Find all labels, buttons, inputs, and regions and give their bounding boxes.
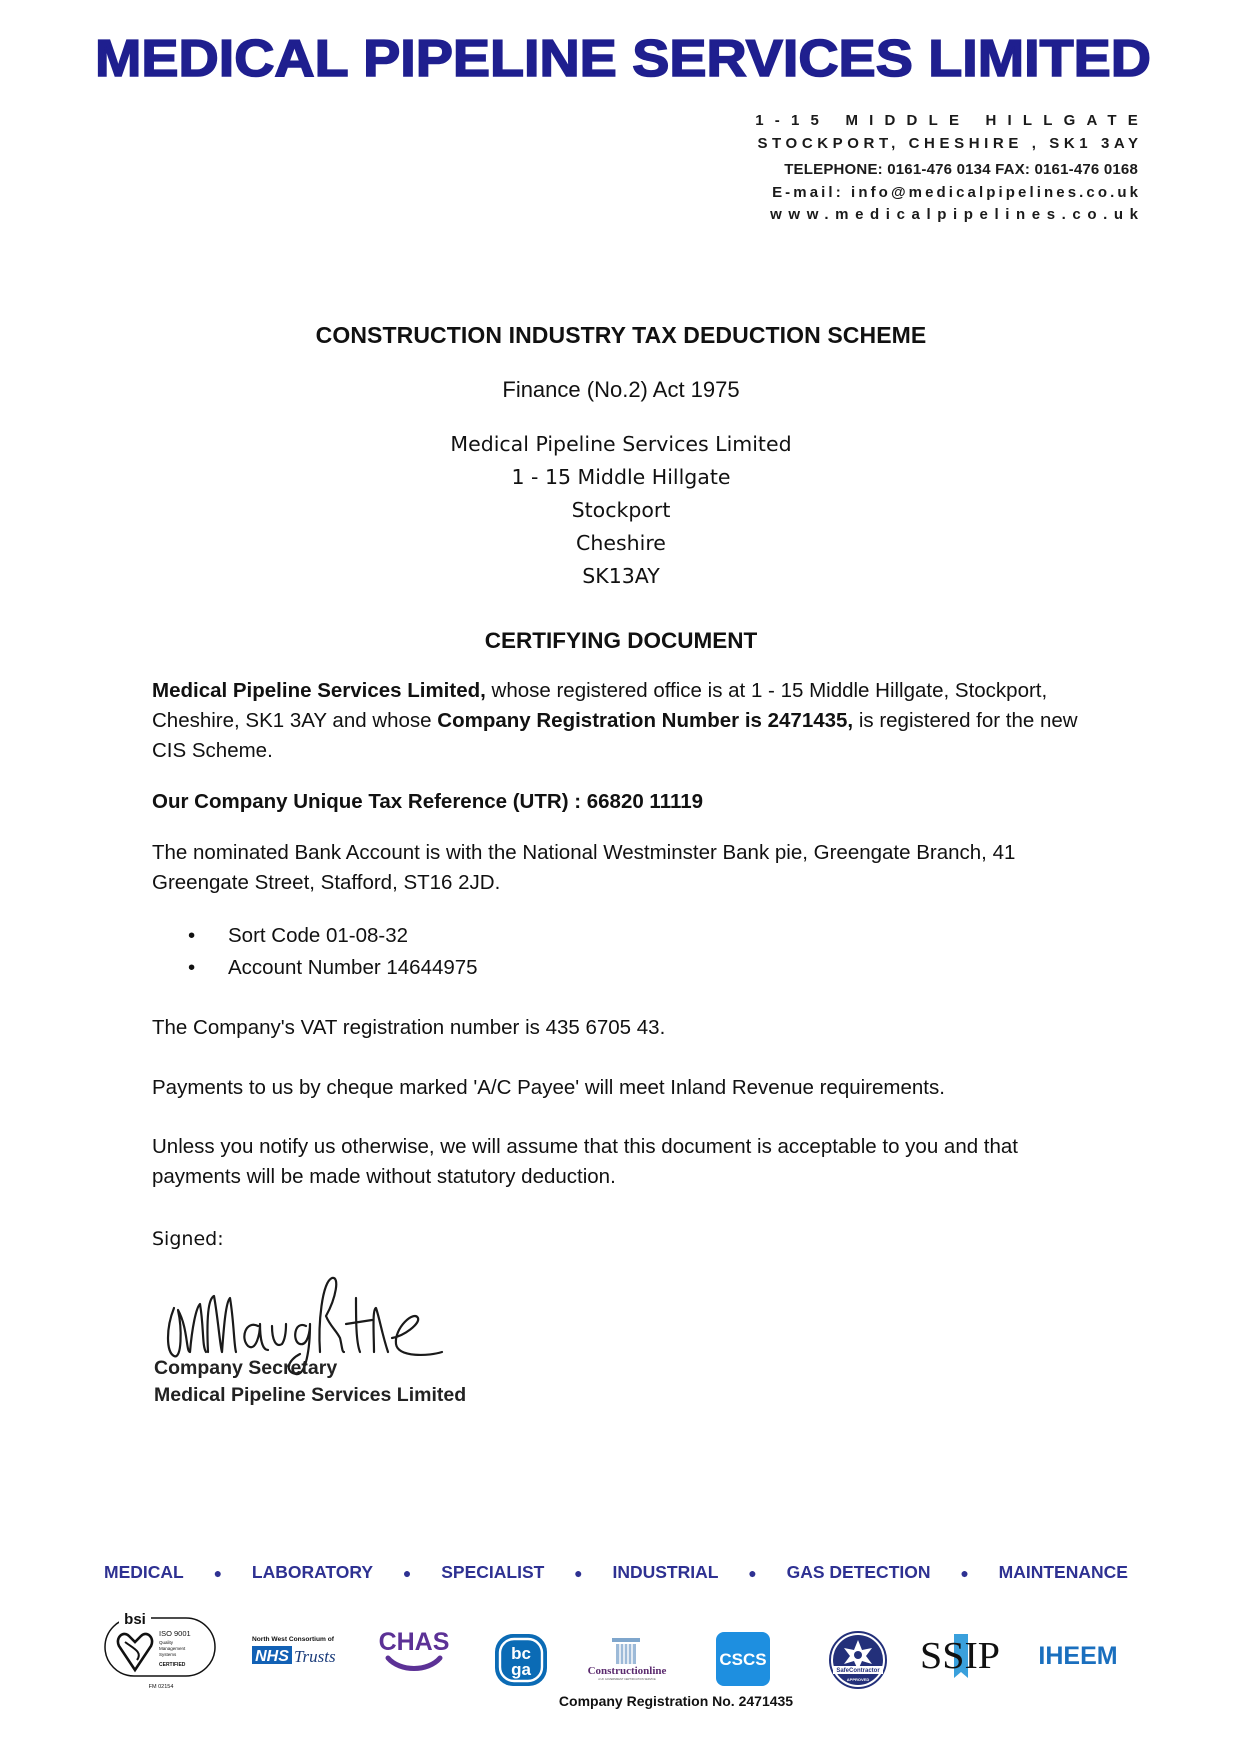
account-number: Account Number 14644975 [228, 956, 478, 979]
category-maintenance: MAINTENANCE [998, 1562, 1128, 1582]
category-laboratory: LABORATORY [251, 1562, 374, 1582]
svg-text:IHEEM: IHEEM [1038, 1642, 1118, 1670]
document-title: CONSTRUCTION INDUSTRY TAX DEDUCTION SCHEME [315, 322, 927, 348]
company-registration-number: Company Registration No. 2471435 [558, 1693, 794, 1709]
separator-dot-icon: ● [574, 1564, 583, 1581]
bullet-icon: • [188, 956, 196, 979]
service-categories [104, 1562, 1128, 1583]
separator-dot-icon: ● [402, 1564, 412, 1581]
svg-text:Constructionline: Constructionline [587, 1665, 667, 1677]
address-town: Stockport [571, 498, 671, 522]
letterhead-email[interactable]: E-mail: info@medicalpipelines.co.uk [772, 183, 1142, 201]
signer-company: Medical Pipeline Services Limited [154, 1384, 467, 1406]
vat-paragraph: The Company's VAT registration number is 435 6705 43. [152, 1016, 666, 1039]
letterhead-address-line1: 1-15 MIDDLE HILLGATE [755, 112, 1149, 129]
company-registration-bold: Company Registration Number is 2471435, [437, 709, 854, 732]
nhs-trusts-logo [250, 1632, 350, 1672]
accreditation-logos [100, 1602, 1140, 1702]
category-medical: MEDICAL [104, 1562, 184, 1582]
svg-text:CHAS: CHAS [378, 1628, 450, 1656]
letterhead-telephone: TELEPHONE: 0161-476 0134 FAX: 0161-476 0168 [784, 161, 1138, 178]
signed-label: Signed: [152, 1228, 224, 1250]
svg-text:APPROVED: APPROVED [846, 1677, 870, 1682]
address-postcode: SK13AY [582, 564, 660, 588]
svg-text:Quality: Quality [159, 1640, 174, 1645]
svg-text:SafeContractor: SafeContractor [836, 1668, 880, 1674]
bullet-icon: • [188, 924, 196, 947]
svg-text:NHS: NHS [255, 1648, 289, 1665]
svg-text:A UK GOVERNMENT CERTIFICATION: A UK GOVERNMENT CERTIFICATION SERVICE [598, 1678, 656, 1681]
separator-dot-icon: ● [213, 1564, 223, 1581]
bank-paragraph: The nominated Bank Account is with the National Westminster Bank pie, Greengate Branch, 41 Greengate Street, Stafford, ST16 2JD. [152, 841, 1016, 894]
registration-text-1: whose registered office is at 1 - 15 Middle Hillgate, Stockport, Cheshire, SK1 3AY and whose [152, 679, 1048, 732]
company-name-text: MEDICAL PIPELINE SERVICES LIMITED [95, 30, 1151, 84]
letterhead-contact-block [755, 110, 1149, 227]
svg-text:ISO 9001: ISO 9001 [159, 1629, 191, 1638]
svg-text:North West Consortium of: North West Consortium of [252, 1636, 334, 1643]
company-logo-wordmark [92, 30, 1154, 84]
svg-text:bc: bc [511, 1644, 531, 1663]
address-county: Cheshire [576, 531, 666, 555]
svg-text:FM 02154: FM 02154 [148, 1684, 174, 1690]
bcga-logo [493, 1632, 549, 1688]
company-name-bold: Medical Pipeline Services Limited, [152, 679, 486, 702]
registration-text-2: is registered for the new CIS Scheme. [152, 709, 1078, 762]
signer-title: Company Secretary [154, 1357, 338, 1379]
bsi-iso9001-logo [103, 1608, 221, 1696]
list-item-account-number [188, 952, 478, 984]
svg-text:Systems: Systems [159, 1652, 177, 1657]
chas-logo [378, 1622, 454, 1680]
svg-text:CSCS: CSCS [719, 1650, 767, 1669]
iheem-logo [1030, 1638, 1126, 1672]
bank-details-list [188, 920, 478, 984]
category-gas-detection: GAS DETECTION [786, 1562, 931, 1582]
letterhead-website[interactable]: www.medicalpipelines.co.uk [770, 206, 1145, 223]
svg-text:Management: Management [159, 1646, 186, 1651]
cscs-logo [714, 1630, 772, 1688]
company-address-block [0, 428, 1242, 593]
list-item-sort-code [188, 920, 478, 952]
address-street: 1 - 15 Middle Hillgate [511, 465, 731, 489]
deduction-paragraph: Unless you notify us otherwise, we will assume that this document is acceptable to you and that payments will be made without statutory deduction. [152, 1135, 1019, 1188]
utr-line: Our Company Unique Tax Reference (UTR) : 66820 11119 [152, 790, 704, 813]
registration-paragraph [152, 676, 1092, 766]
section-title: CERTIFYING DOCUMENT [484, 628, 758, 653]
signer-block [154, 1355, 466, 1409]
svg-text:Trusts: Trusts [294, 1647, 336, 1666]
separator-dot-icon: ● [960, 1564, 969, 1581]
company-registration-footer [0, 1693, 1242, 1709]
letterhead-address-line2: STOCKPORT, CHESHIRE , SK1 3AY [757, 134, 1143, 152]
category-industrial: INDUSTRIAL [612, 1562, 719, 1582]
svg-text:SSIP: SSIP [920, 1635, 1000, 1677]
ssip-logo [918, 1628, 1002, 1690]
category-specialist: SPECIALIST [441, 1562, 545, 1582]
bsi-text: bsi [124, 1611, 146, 1628]
svg-text:ga: ga [511, 1660, 531, 1679]
payment-paragraph: Payments to us by cheque marked 'A/C Payee' will meet Inland Revenue requirements. [152, 1076, 945, 1099]
constructionline-logo [582, 1636, 672, 1682]
sort-code: Sort Code 01-08-32 [228, 924, 409, 947]
document-subtitle: Finance (No.2) Act 1975 [502, 377, 740, 402]
address-company: Medical Pipeline Services Limited [450, 432, 792, 456]
svg-text:CERTIFIED: CERTIFIED [159, 1662, 186, 1668]
separator-dot-icon: ● [748, 1564, 757, 1581]
safecontractor-logo [828, 1630, 888, 1690]
